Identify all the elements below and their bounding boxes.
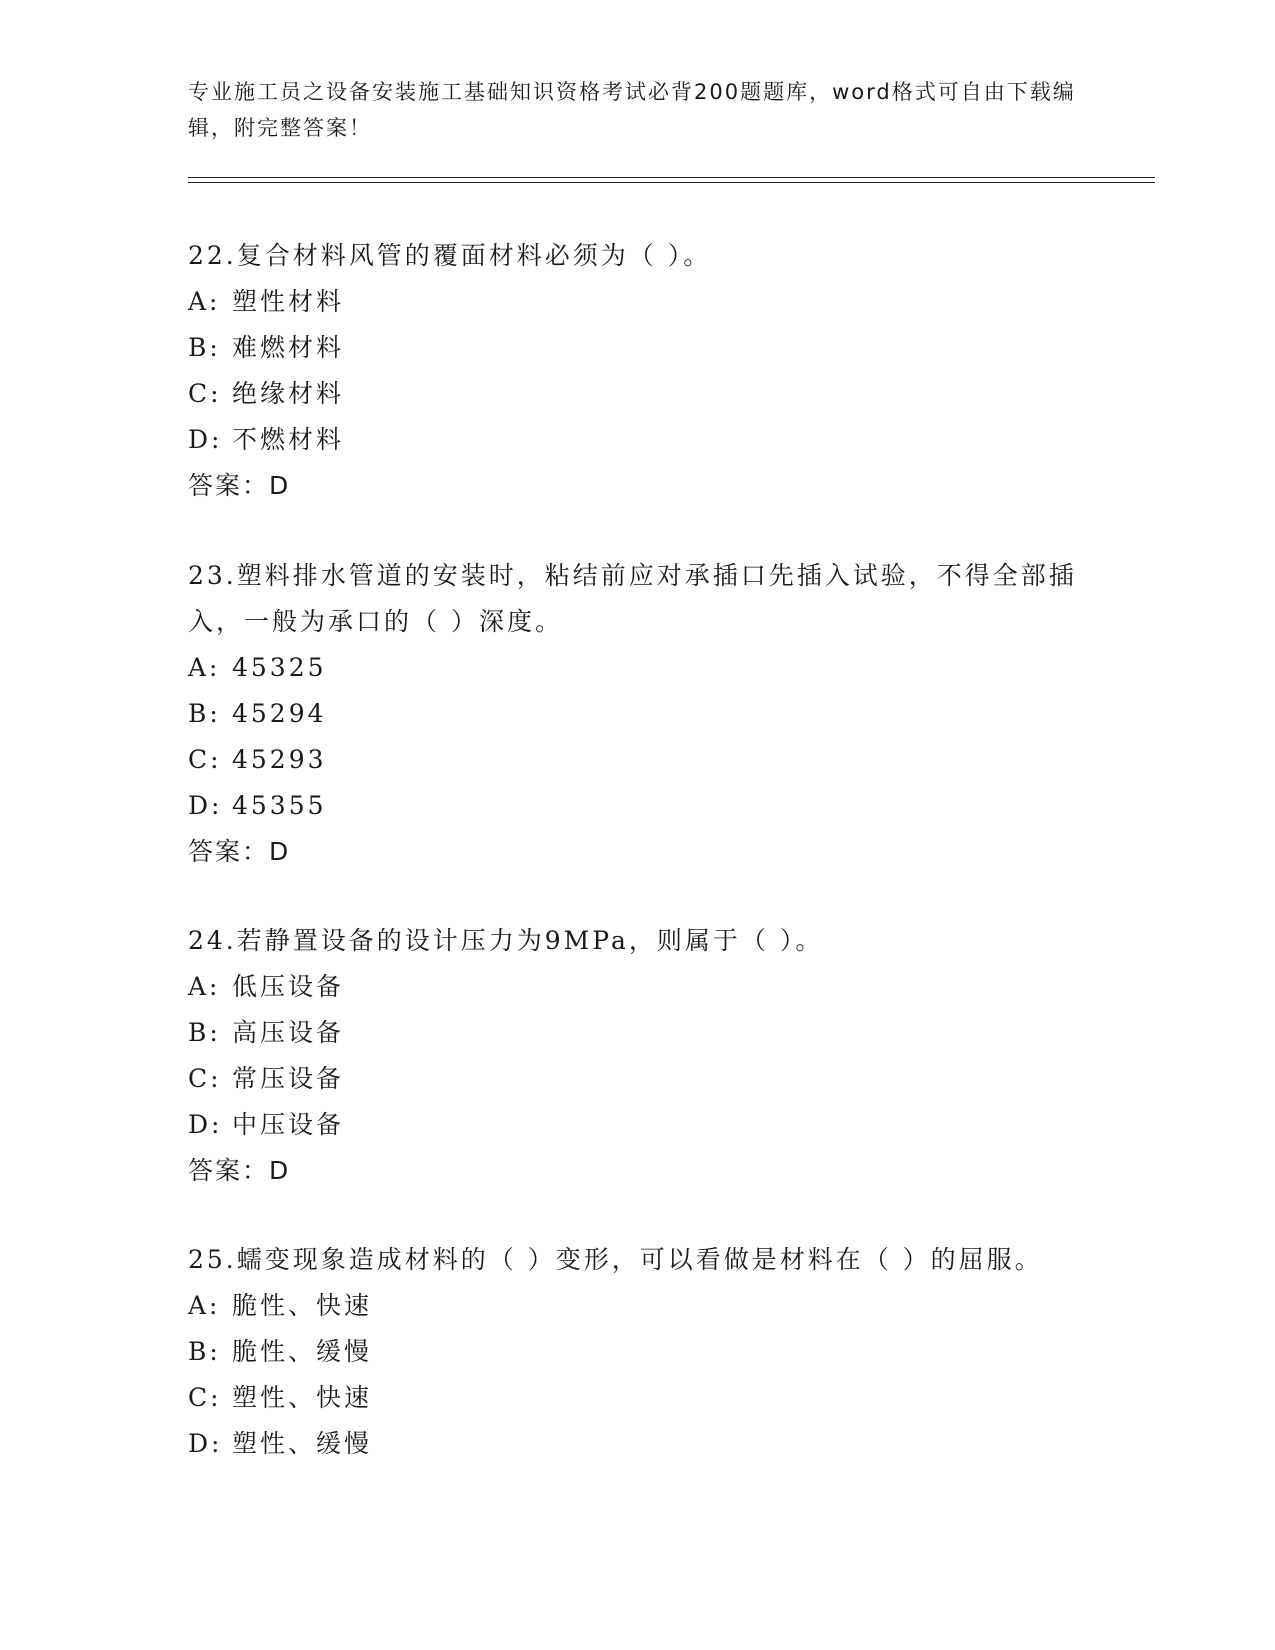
question-25 (188, 1237, 1088, 1467)
option-c (188, 1056, 1088, 1102)
option-b (188, 691, 1088, 737)
option-key: D: (188, 1429, 223, 1458)
question-text: 23.塑料排水管道的安装时，粘结前应对承插口先插入试验，不得全部插入，一般为承口的（ ）深度。 (188, 561, 1077, 636)
option-key: C: (188, 1383, 222, 1412)
option-key: C: (188, 1064, 222, 1093)
header-rule-bottom (188, 182, 1155, 183)
question-text: 22.复合材料风管的覆面材料必须为（ ）。 (188, 241, 712, 270)
question-24 (188, 918, 1088, 1194)
option-d (188, 1102, 1088, 1148)
option-key: B: (188, 333, 221, 362)
question-text: 24.若静置设备的设计压力为9MPa，则属于（ ）。 (188, 926, 824, 955)
option-key: C: (188, 745, 222, 774)
option-key: B: (188, 1337, 221, 1366)
option-key: A: (188, 287, 221, 316)
option-c (188, 371, 1088, 417)
question-23 (188, 553, 1088, 875)
option-key: B: (188, 699, 221, 728)
option-text: 塑性、缓慢 (232, 1429, 373, 1458)
option-a (188, 1283, 1088, 1329)
option-text: 中压设备 (232, 1110, 345, 1139)
option-text: 45325 (232, 653, 327, 682)
option-key: A: (188, 1291, 221, 1320)
question-text: 25.蠕变现象造成材料的（ ）变形，可以看做是材料在（ ）的屈服。 (188, 1245, 1043, 1274)
option-key: D: (188, 791, 223, 820)
option-a (188, 964, 1088, 1010)
option-text: 45293 (232, 745, 327, 774)
answer: 答案：D (188, 837, 291, 866)
option-key: A: (188, 972, 221, 1001)
option-text: 高压设备 (232, 1018, 345, 1047)
option-c (188, 737, 1088, 783)
option-text: 低压设备 (232, 972, 345, 1001)
question-22 (188, 233, 1088, 509)
answer: 答案：D (188, 471, 291, 500)
option-key: D: (188, 1110, 223, 1139)
option-text: 45294 (232, 699, 327, 728)
option-key: B: (188, 1018, 221, 1047)
option-a (188, 645, 1088, 691)
option-text: 绝缘材料 (232, 379, 345, 408)
option-d (188, 783, 1088, 829)
option-a (188, 279, 1088, 325)
option-text: 塑性、快速 (232, 1383, 373, 1412)
answer: 答案：D (188, 1156, 291, 1185)
option-c (188, 1375, 1088, 1421)
option-d (188, 1421, 1088, 1467)
option-b (188, 1010, 1088, 1056)
header-rule-top (188, 177, 1155, 178)
option-text: 难燃材料 (232, 333, 345, 362)
option-text: 脆性、缓慢 (232, 1337, 373, 1366)
option-key: D: (188, 425, 223, 454)
option-text: 不燃材料 (232, 425, 345, 454)
option-b (188, 325, 1088, 371)
option-b (188, 1329, 1088, 1375)
option-text: 45355 (232, 791, 327, 820)
option-text: 常压设备 (232, 1064, 345, 1093)
option-text: 脆性、快速 (232, 1291, 373, 1320)
option-key: A: (188, 653, 221, 682)
option-d (188, 417, 1088, 463)
option-key: C: (188, 379, 222, 408)
option-text: 塑性材料 (232, 287, 345, 316)
document-header: 专业施工员之设备安装施工基础知识资格考试必背200题题库，word格式可自由下载编辑，附完整答案！ (188, 80, 1076, 140)
